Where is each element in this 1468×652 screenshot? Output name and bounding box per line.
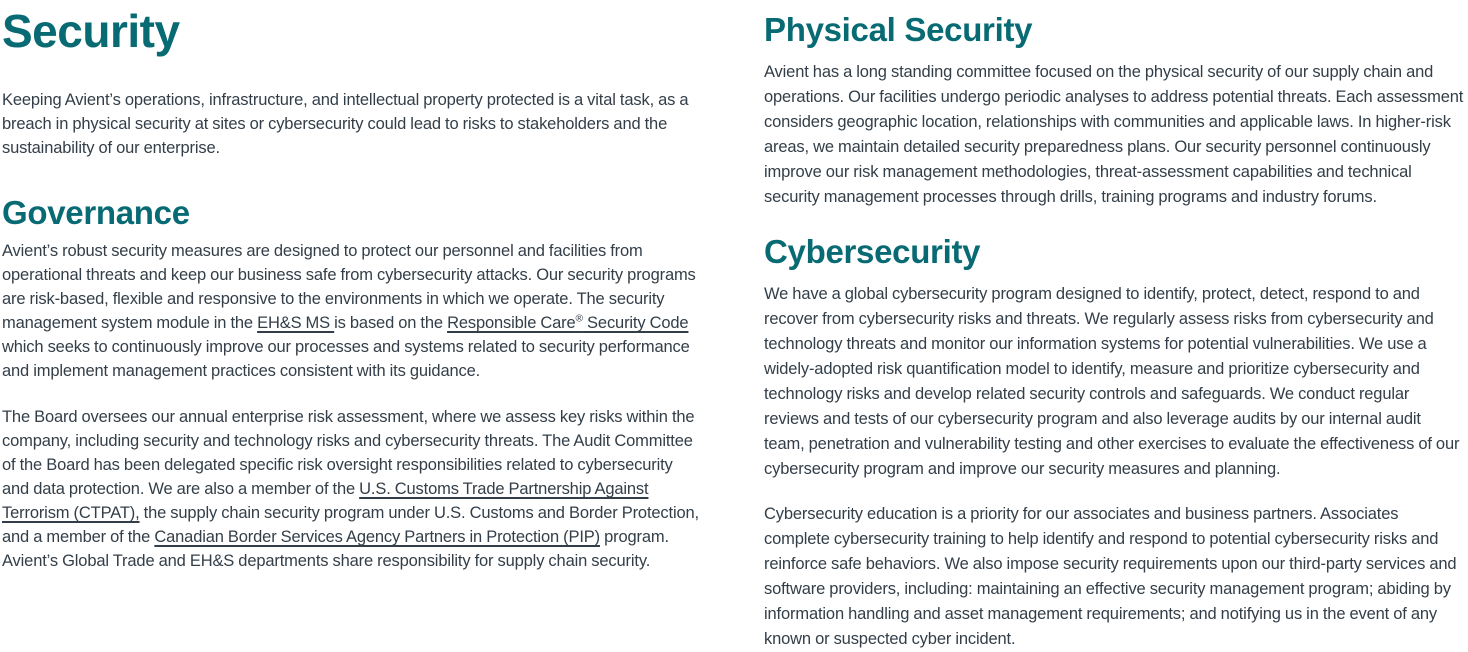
text-run: is based on the xyxy=(334,314,448,332)
page-title: Security xyxy=(2,5,180,57)
cybersecurity-paragraph-2 xyxy=(764,502,1464,652)
text-run: program. Avient’s Global Trade and EH&S departments share responsibility for supply chain security. xyxy=(2,528,669,570)
text-run: Keeping Avient’s operations, infrastructure, and intellectual property protected is a vital task, as a breach in physical security at sites or cybersecurity could lead to risks to stakeholders and the sustainability of our enterprise. xyxy=(2,91,689,157)
governance-paragraph-1 xyxy=(2,239,702,383)
text-run: which seeks to continuously improve our processes and systems related to security performance and implement management practices consistent with its guidance. xyxy=(2,338,690,380)
text-run: Cybersecurity education is a priority for our associates and business partners. Associates complete cybersecurity training to help identify and respond to potential cybersecurity risks and reinforce safe behaviors. We also impose security requirements upon our third-party services and software providers, including: maintaining an effective security management program; abiding by information handling and asset management requirements; and notifying us in the event of any known or suspected cyber incident. xyxy=(764,505,1457,648)
text-run: We have a global cybersecurity program designed to identify, protect, detect, respond to and recover from cybersecurity risks and threats. We regularly assess risks from cybersecurity and technology threats and monitor our information systems for potential vulnerabilities. We use a widely-adopted risk quantification model to identify, measure and prioritize cybersecurity and technology risks and develop related security controls and safeguards. We conduct regular reviews and tests of our cybersecurity program and also leverage audits by our internal audit team, penetration and vulnerability testing and other exercises to evaluate the effectiveness of our cybersecurity program and improve our security measures and planning. xyxy=(764,285,1460,478)
text-run: Avient’s robust security measures are designed to protect our personnel and facilities from operational threats and keep our business safe from cybersecurity attacks. Our security programs are risk-based, flexible and responsive to the environments in which we operate. The security management system module in the xyxy=(2,242,696,332)
registered-trademark: ® xyxy=(575,313,583,325)
text-link[interactable]: EH&S MS xyxy=(257,314,335,332)
governance-heading: Governance xyxy=(2,194,190,231)
security-intro-paragraph xyxy=(2,88,702,160)
text-run: the supply chain security program under U.S. Customs and Border Protection, and a member of the xyxy=(2,504,699,546)
text-link[interactable]: Security Code xyxy=(582,314,689,332)
text-link[interactable] xyxy=(576,314,583,332)
governance-paragraph-2 xyxy=(2,405,702,573)
cybersecurity-heading: Cybersecurity xyxy=(764,233,981,270)
text-link[interactable]: U.S. Customs Trade Partnership Against Terrorism (CTPAT), xyxy=(2,480,649,522)
physical-security-heading: Physical Security xyxy=(764,11,1033,48)
text-run: The Board oversees our annual enterprise risk assessment, where we assess key risks within the company, including security and technology risks and cybersecurity threats. The Audit Committee of the Board has been delegated specific risk oversight responsibilities related to cybersecurity and data protection. We are also a member of the xyxy=(2,408,695,498)
right-column xyxy=(764,0,1464,649)
physical-security-paragraph xyxy=(764,60,1464,210)
text-link[interactable]: Canadian Border Services Agency Partners in Protection (PIP) xyxy=(154,528,600,546)
text-link[interactable]: Responsible Care xyxy=(447,314,576,332)
text-run: Avient has a long standing committee focused on the physical security of our supply chain and operations. Our facilities undergo periodic analyses to address potential threats. Each assessment considers geographic location, relationships with communities and applicable laws. In higher-risk areas, we maintain detailed security preparedness plans. Our security personnel continuously improve our risk management methodologies, threat-assessment capabilities and technical security management processes through drills, training programs and industry forums. xyxy=(764,63,1464,206)
cybersecurity-paragraph-1 xyxy=(764,282,1464,482)
left-column xyxy=(0,0,702,649)
